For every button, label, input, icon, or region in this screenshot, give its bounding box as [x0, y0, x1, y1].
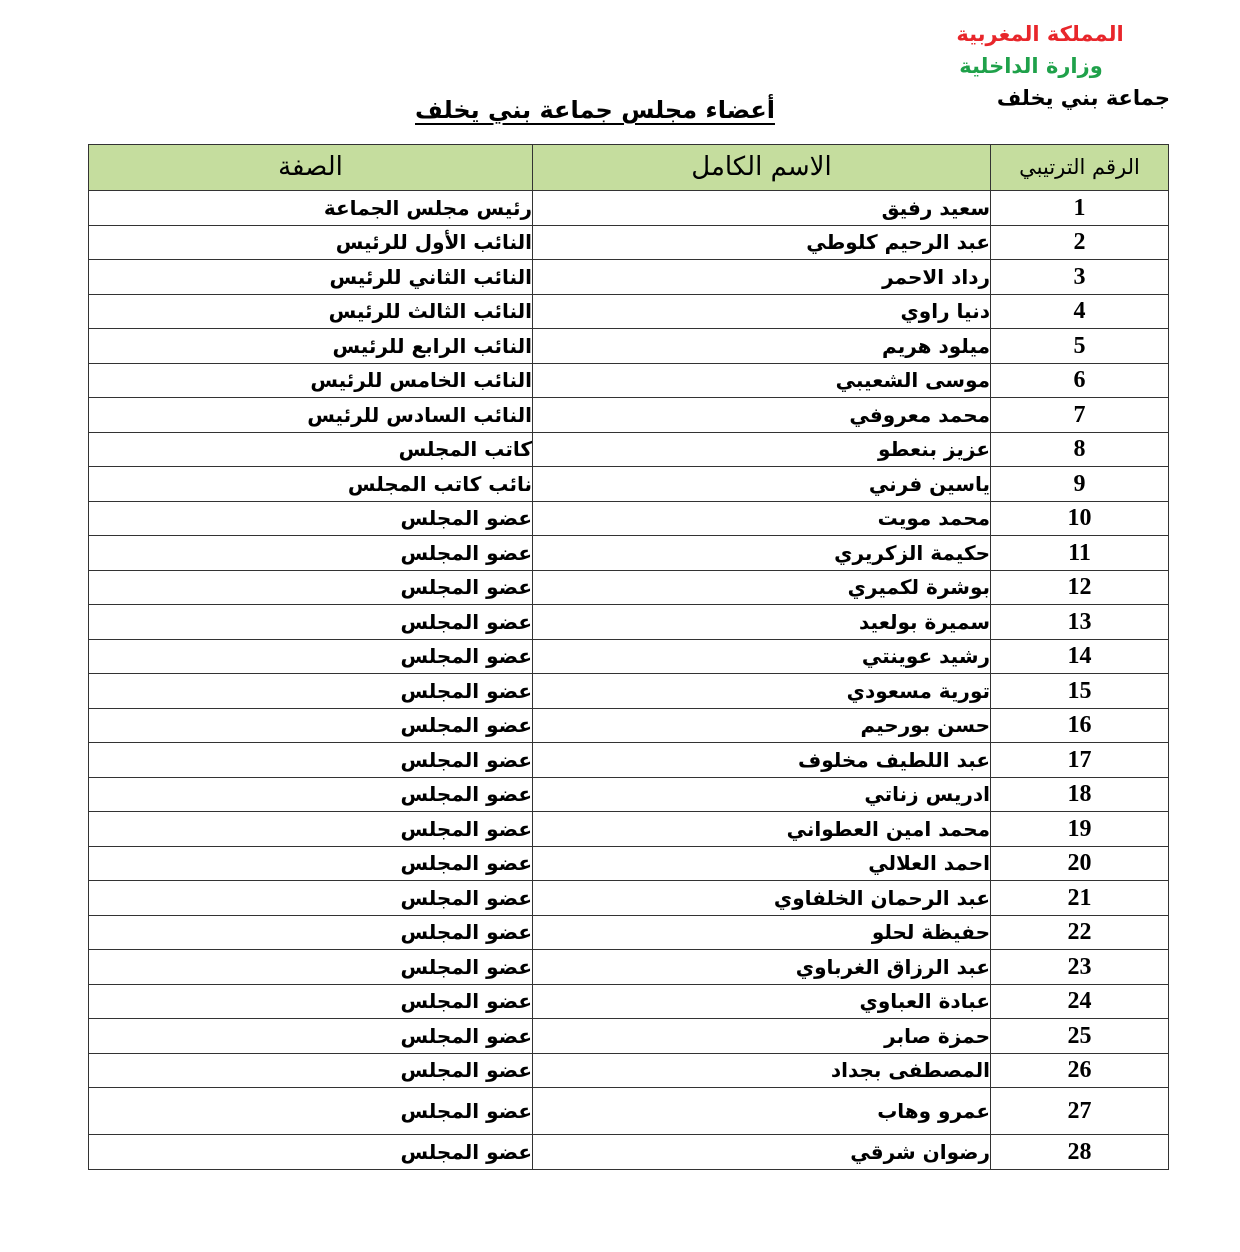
member-position: عضو المجلس [89, 674, 533, 709]
row-number: 22 [991, 915, 1169, 950]
row-number: 23 [991, 950, 1169, 985]
row-number: 26 [991, 1053, 1169, 1088]
member-position: النائب السادس للرئيس [89, 398, 533, 433]
table-row [89, 260, 1169, 295]
row-number: 6 [991, 363, 1169, 398]
row-number: 18 [991, 777, 1169, 812]
table-row [89, 881, 1169, 916]
row-number: 13 [991, 605, 1169, 640]
member-position: عضو المجلس [89, 536, 533, 571]
row-number: 3 [991, 260, 1169, 295]
member-position: عضو المجلس [89, 984, 533, 1019]
member-name: عزيز بنعطو [533, 432, 991, 467]
column-header-number: الرقم الترتيبي [991, 145, 1169, 191]
table-row [89, 501, 1169, 536]
letterhead [935, 18, 1170, 114]
table-row [89, 1019, 1169, 1054]
member-position: عضو المجلس [89, 570, 533, 605]
row-number: 4 [991, 294, 1169, 329]
member-name: محمد امين العطواني [533, 812, 991, 847]
member-name: رداد الاحمر [533, 260, 991, 295]
member-position: كاتب المجلس [89, 432, 533, 467]
row-number: 24 [991, 984, 1169, 1019]
member-position: النائب الثالث للرئيس [89, 294, 533, 329]
table-row [89, 398, 1169, 433]
kingdom-label: المملكة المغربية [956, 22, 1124, 46]
member-position: النائب الرابع للرئيس [89, 329, 533, 364]
member-name: سعيد رفيق [533, 191, 991, 226]
member-position: عضو المجلس [89, 1088, 533, 1135]
table-row [89, 536, 1169, 571]
commune-label: جماعة بني يخلف [996, 86, 1170, 110]
table-row [89, 1088, 1169, 1135]
member-name: حفيظة لحلو [533, 915, 991, 950]
member-position: نائب كاتب المجلس [89, 467, 533, 502]
row-number: 2 [991, 225, 1169, 260]
member-name: المصطفى بجداد [533, 1053, 991, 1088]
member-position: عضو المجلس [89, 743, 533, 778]
member-name: موسى الشعيبي [533, 363, 991, 398]
table-row [89, 1135, 1169, 1170]
member-name: تورية مسعودي [533, 674, 991, 709]
member-name: ادريس زناتي [533, 777, 991, 812]
row-number: 1 [991, 191, 1169, 226]
row-number: 16 [991, 708, 1169, 743]
member-position: عضو المجلس [89, 777, 533, 812]
member-name: محمد مويت [533, 501, 991, 536]
table-row [89, 777, 1169, 812]
member-position: عضو المجلس [89, 846, 533, 881]
table-row [89, 570, 1169, 605]
table-row [89, 708, 1169, 743]
member-position: عضو المجلس [89, 501, 533, 536]
row-number: 25 [991, 1019, 1169, 1054]
member-name: حسن بورحيم [533, 708, 991, 743]
row-number: 8 [991, 432, 1169, 467]
row-number: 10 [991, 501, 1169, 536]
table-row [89, 605, 1169, 640]
row-number: 15 [991, 674, 1169, 709]
row-number: 20 [991, 846, 1169, 881]
table-row [89, 812, 1169, 847]
member-name: دنيا راوي [533, 294, 991, 329]
table-row [89, 915, 1169, 950]
row-number: 17 [991, 743, 1169, 778]
member-position: عضو المجلس [89, 915, 533, 950]
table-row [89, 225, 1169, 260]
member-name: احمد العلالي [533, 846, 991, 881]
member-name: عبد اللطيف مخلوف [533, 743, 991, 778]
member-position: عضو المجلس [89, 950, 533, 985]
table-row [89, 432, 1169, 467]
member-position: عضو المجلس [89, 881, 533, 916]
column-header-full-name: الاسم الكامل [533, 145, 991, 191]
member-position: عضو المجلس [89, 1053, 533, 1088]
members-table [88, 144, 1169, 1170]
column-header-position: الصفة [89, 145, 533, 191]
member-position: عضو المجلس [89, 1135, 533, 1170]
table-row [89, 743, 1169, 778]
member-name: عبد الرحمان الخلفاوي [533, 881, 991, 916]
row-number: 28 [991, 1135, 1169, 1170]
row-number: 5 [991, 329, 1169, 364]
member-name: عبادة العباوي [533, 984, 991, 1019]
member-name: عبد الرحيم كلوطي [533, 225, 991, 260]
member-position: عضو المجلس [89, 1019, 533, 1054]
member-position: عضو المجلس [89, 812, 533, 847]
table-row [89, 984, 1169, 1019]
member-name: ياسين فرني [533, 467, 991, 502]
member-position: النائب الأول للرئيس [89, 225, 533, 260]
member-position: النائب الثاني للرئيس [89, 260, 533, 295]
member-name: رشيد عوينتي [533, 639, 991, 674]
member-name: رضوان شرقي [533, 1135, 991, 1170]
row-number: 27 [991, 1088, 1169, 1135]
member-position: عضو المجلس [89, 708, 533, 743]
table-row [89, 846, 1169, 881]
table-row [89, 639, 1169, 674]
ministry-label: وزارة الداخلية [959, 54, 1103, 78]
member-position: عضو المجلس [89, 639, 533, 674]
member-name: سميرة بولعيد [533, 605, 991, 640]
row-number: 21 [991, 881, 1169, 916]
member-position: النائب الخامس للرئيس [89, 363, 533, 398]
page-title: أعضاء مجلس جماعة بني يخلف [415, 96, 775, 124]
member-name: حكيمة الزكريري [533, 536, 991, 571]
row-number: 9 [991, 467, 1169, 502]
table-row [89, 329, 1169, 364]
member-position: رئيس مجلس الجماعة [89, 191, 533, 226]
table-row [89, 674, 1169, 709]
row-number: 14 [991, 639, 1169, 674]
table-row [89, 294, 1169, 329]
member-name: ميلود هريم [533, 329, 991, 364]
row-number: 11 [991, 536, 1169, 571]
row-number: 7 [991, 398, 1169, 433]
table-row [89, 1053, 1169, 1088]
member-position: عضو المجلس [89, 605, 533, 640]
row-number: 12 [991, 570, 1169, 605]
table-row [89, 950, 1169, 985]
member-name: حمزة صابر [533, 1019, 991, 1054]
member-name: بوشرة لكميري [533, 570, 991, 605]
member-name: محمد معروفي [533, 398, 991, 433]
table-row [89, 363, 1169, 398]
table-row [89, 467, 1169, 502]
table-row [89, 191, 1169, 226]
member-name: عمرو وهاب [533, 1088, 991, 1135]
row-number: 19 [991, 812, 1169, 847]
table-header-row [89, 145, 1169, 191]
member-name: عبد الرزاق الغرباوي [533, 950, 991, 985]
